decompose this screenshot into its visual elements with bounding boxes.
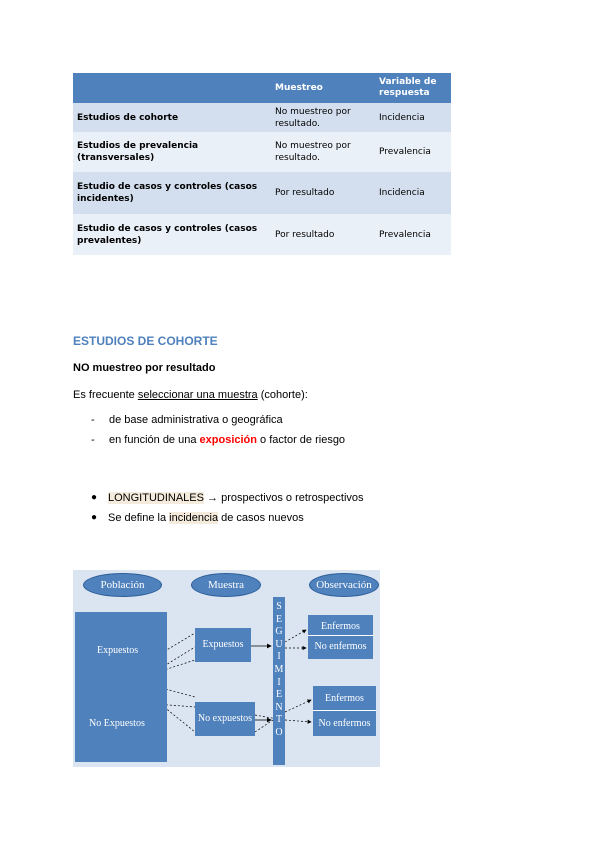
- table-cell: Estudio de casos y controles (casos incidentes): [73, 172, 271, 214]
- seguimiento-bar: [273, 597, 285, 765]
- table-cell: Incidencia: [375, 172, 451, 214]
- table-cell: No muestreo por resultado.: [271, 103, 375, 132]
- outcome-no-enfermos-label: No enfermos: [318, 718, 371, 729]
- incidencia-highlight: incidencia: [169, 512, 219, 524]
- table-cell: Incidencia: [375, 103, 451, 132]
- intro-suffix: (cohorte):: [257, 389, 308, 401]
- intro-paragraph: [73, 389, 308, 401]
- section-heading: ESTUDIOS DE COHORTE: [73, 334, 218, 348]
- table-row: [73, 132, 451, 172]
- bullet-icon: ●: [91, 512, 98, 523]
- population-no-expuestos-label: No Expuestos: [89, 718, 145, 729]
- table-cell: Estudio de casos y controles (casos prevalentes): [73, 214, 271, 255]
- table-cell: Por resultado: [271, 214, 375, 255]
- cohort-diagram: [73, 570, 380, 767]
- outcome-box-top: [308, 615, 373, 659]
- table-cell: Prevalencia: [375, 132, 451, 172]
- longitudinales-highlight: LONGITUDINALES: [108, 492, 204, 504]
- intro-underlined: seleccionar una muestra: [137, 389, 258, 401]
- sample-no-expuestos-box: No expuestos: [195, 702, 255, 736]
- table-row: [73, 214, 451, 255]
- study-types-table: [73, 73, 451, 255]
- poblacion-oval: Población: [83, 573, 162, 597]
- observacion-oval: Observación: [309, 573, 379, 597]
- seguimiento-label: S E G U I M I E N T O: [274, 601, 284, 738]
- table-cell: Estudios de prevalencia (transversales): [73, 132, 271, 172]
- header-cell: Variable de respuesta: [375, 73, 451, 103]
- dash-item-text: de base administrativa o geográfica: [109, 414, 283, 426]
- table-cell: Prevalencia: [375, 214, 451, 255]
- outcome-enfermos-label: Enfermos: [308, 615, 373, 636]
- table-header-row: [73, 73, 451, 103]
- header-cell: [73, 73, 271, 103]
- table-row: [73, 103, 451, 132]
- population-expuestos-label: Expuestos: [97, 645, 139, 656]
- bullet-icon: ●: [91, 492, 98, 503]
- muestra-oval: Muestra: [191, 573, 261, 597]
- outcome-enfermos-label: Enfermos: [313, 686, 376, 711]
- table-cell: Estudios de cohorte: [73, 103, 271, 132]
- population-box: [75, 612, 167, 762]
- intro-prefix: Es frecuente: [73, 389, 138, 401]
- table-cell: No muestreo por resultado.: [271, 132, 375, 172]
- exposure-highlight: exposición: [199, 434, 257, 446]
- outcome-box-bottom: [313, 686, 376, 736]
- sample-expuestos-box: Expuestos: [195, 628, 251, 662]
- dash-item-text: en función de una exposición o factor de riesgo: [109, 434, 346, 446]
- table-cell: Por resultado: [271, 172, 375, 214]
- header-cell: Muestreo: [271, 73, 375, 103]
- outcome-no-enfermos-label: No enfermos: [314, 641, 367, 652]
- section-subheading: NO muestreo por resultado: [73, 362, 216, 374]
- table-row: [73, 172, 451, 214]
